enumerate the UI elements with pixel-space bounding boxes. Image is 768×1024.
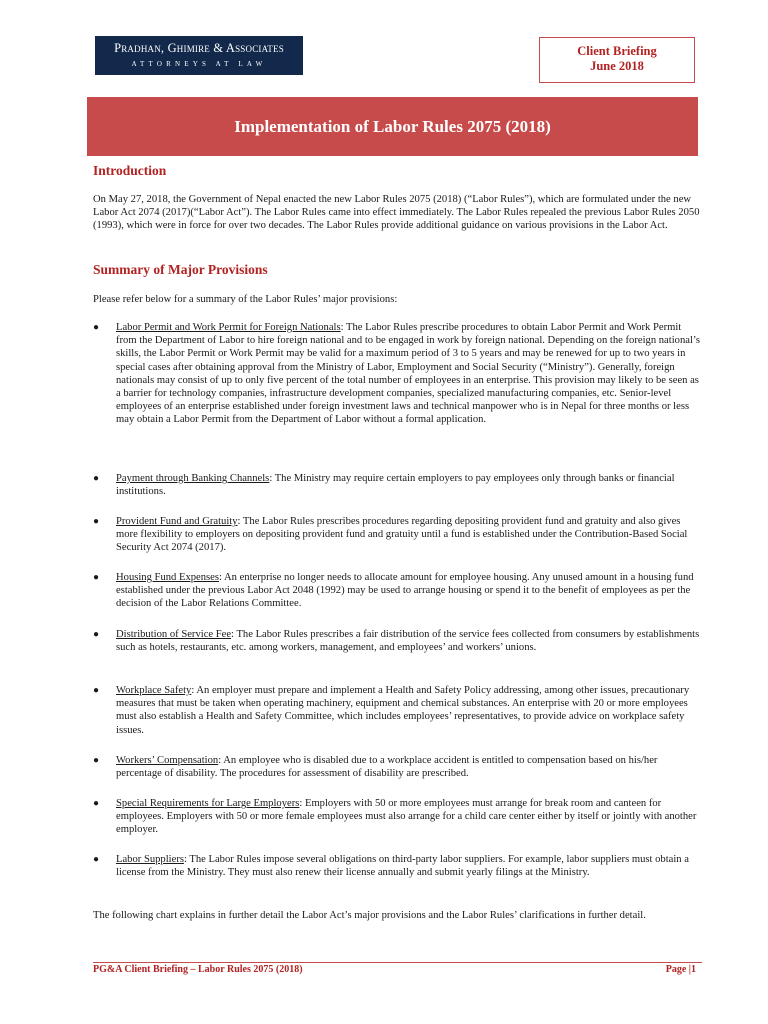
page-number: 1	[691, 964, 696, 975]
provision-text: : An employee who is disabled due to a workplace accident is entitled to compensation based on his/her percentage of disability. The procedures for assessment of disability are prescribed.	[116, 755, 658, 780]
firm-name: Pradhan, Ghimire & Associates	[114, 41, 284, 55]
briefing-date: June 2018	[590, 59, 644, 73]
provision-term: Provident Fund and Gratuity	[116, 516, 238, 527]
client-briefing-box	[539, 37, 695, 83]
provision-text: : Employers with 50 or more employees must arrange for break room and canteen for employees. Employers with 50 or more female employees must also arrange for a child care center either by itself or jointly with another employer.	[116, 798, 697, 836]
provision-text: : An enterprise no longer needs to allocate amount for employee housing. Any unused amount in a housing fund established under the previous Labor Act 2048 (1992) may be used to arrange housing or spend it to the benefit of employees as per the decision of the Labor Relations Committee.	[116, 572, 694, 610]
page-indicator	[666, 964, 696, 975]
bullet-icon: ●	[93, 322, 100, 333]
page-label: Page |	[665, 964, 691, 975]
footer-title: PG&A Client Briefing – Labor Rules 2075 (2018)	[93, 964, 303, 975]
provision-term: Labor Permit and Work Permit for Foreign Nationals	[116, 322, 341, 333]
provision-text: : An employer must prepare and implement a Health and Safety Policy addressing, among other issues, precautionary measures that must be taken when operating machinery, equipment and chemical substances. An enterprise with 20 or more employees must also establish a Health and Safety Committee, which includes employees’ representatives, to provide advice on workplace safety issues.	[116, 685, 690, 736]
firm-tagline: ATTORNEYS AT LAW	[131, 60, 267, 68]
bullet-icon: ●	[93, 629, 100, 640]
provision-term: Special Requirements for Large Employers	[116, 798, 300, 809]
title-banner	[87, 97, 698, 156]
document-title: Implementation of Labor Rules 2075 (2018)	[234, 116, 551, 136]
bullet-icon: ●	[93, 473, 100, 484]
provision-text: : The Labor Rules prescribe procedures to obtain Labor Permit and Work Permit from the Department of Labor to hire foreign national and to be engaged in work by foreign national. Depending on the foreign national’s skills, the Labor Permit or Work Permit may be valid for a maximum period of 3 to 5 years and may be renewed for up to two years in special cases after obtaining approval from the Ministry of Labor, Employment and Social Security (“Ministry”). Generally, foreign nationals may consist of up to only five percent of the total number of employees in an enterprise. This provision may likely to be seen as a barrier for technology companies, infrastructure development companies, specialized manufacturing companies, etc. Senior-level employees of an enterprise established under foreign investment laws and technical manpower who is in Nepal for three months or less may obtain a Labor Permit from the Department of Labor without a formal application.	[116, 322, 700, 426]
summary-heading: Summary of Major Provisions	[93, 262, 268, 277]
bullet-icon: ●	[93, 516, 100, 527]
provision-term: Workers’ Compensation	[116, 755, 219, 766]
bullet-icon: ●	[93, 572, 100, 583]
provision-text: : The Labor Rules prescribes a fair distribution of the service fees collected from consumers by establishments such as hotels, restaurants, etc. among workers, management, and employees’ and workers’ unions.	[116, 629, 700, 654]
bullet-icon: ●	[93, 685, 100, 696]
provision-text: : The Labor Rules prescribes procedures regarding depositing provident fund and gratuity and also gives more flexibility to employers on depositing provident fund and gratuity until a fund is established under the Contribution-Based Social Security Act 2074 (2017).	[116, 516, 688, 554]
summary-intro: Please refer below for a summary of the Labor Rules’ major provisions:	[93, 294, 398, 305]
provision-term: Workplace Safety	[116, 685, 192, 696]
bullet-icon: ●	[93, 755, 100, 766]
firm-logo	[95, 36, 303, 75]
closing-paragraph: The following chart explains in further detail the Labor Act’s major provisions and the Labor Rules’ clarifications in further detail.	[93, 910, 646, 921]
provision-text: : The Ministry may require certain employers to pay employees only through banks or financial institutions.	[116, 473, 675, 498]
provision-term: Distribution of Service Fee	[116, 629, 232, 640]
bullet-icon: ●	[93, 798, 100, 809]
provision-term: Housing Fund Expenses	[116, 572, 219, 583]
briefing-label: Client Briefing	[577, 44, 657, 58]
introduction-paragraph: On May 27, 2018, the Government of Nepal enacted the new Labor Rules 2075 (2018) (“Labor Rules”), which are formulated under the new Labor Act 2074 (2017)(“Labor Act”). The Labor Rules came into effect immediately. The Labor Rules repealed the previous Labor Rules 2050 (1993), which were in force for over two decades. The Labor Rules provide additional guidance on various provisions in the Labor Act.	[93, 194, 700, 231]
provision-term: Payment through Banking Channels	[116, 473, 270, 484]
provision-term: Labor Suppliers	[116, 854, 184, 865]
bullet-icon: ●	[93, 854, 100, 865]
introduction-heading: Introduction	[93, 163, 167, 178]
footer-divider	[93, 962, 702, 963]
provision-text: : The Labor Rules impose several obligations on third-party labor suppliers. For example, labor suppliers must obtain a license from the Ministry. They must also renew their license annually and submit yearly filings at the Ministry.	[116, 854, 689, 879]
